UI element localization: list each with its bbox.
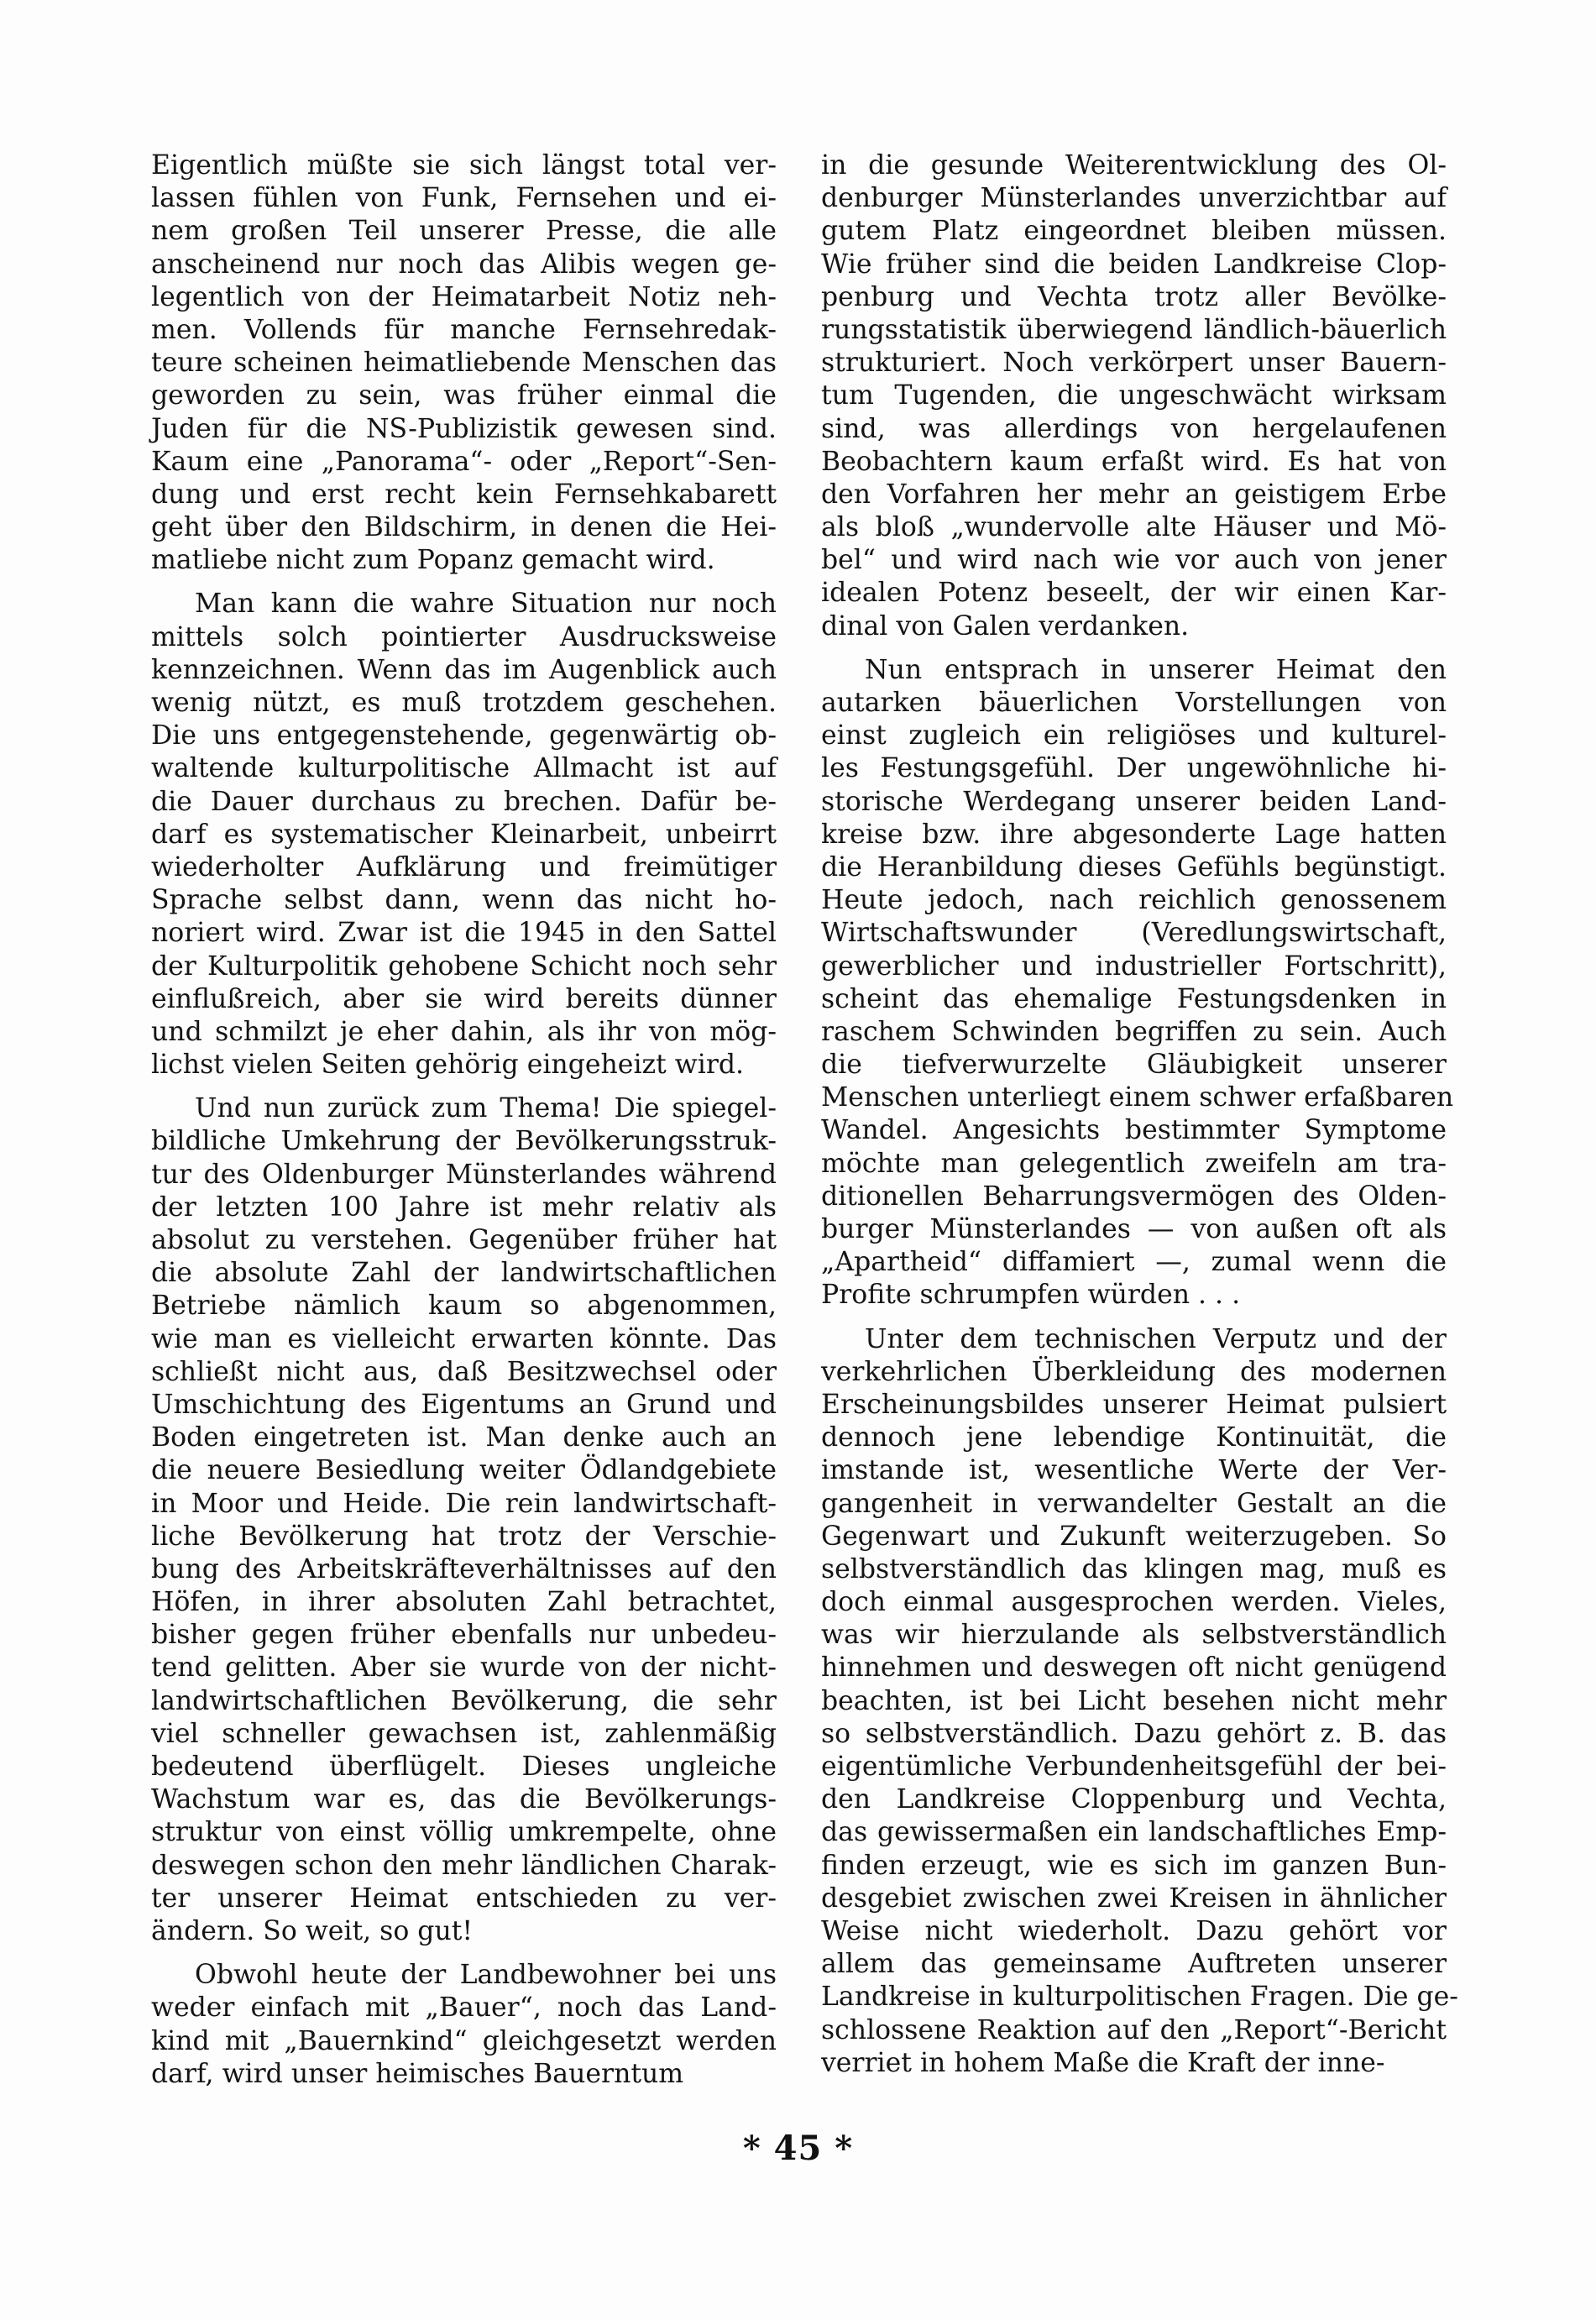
text-line: sind, was allerdings von hergelaufenen [821,413,1447,444]
text-line: schlossene Reaktion auf den „Report“-Bericht [821,2014,1447,2045]
text-line: geworden zu sein, was früher einmal die [151,380,777,411]
text-line: die Heranbildung dieses Gefühls begünstigt. [821,851,1447,882]
text-line: dung und erst recht kein Fernsehkabarett [151,479,777,510]
text-line: ditionellen Beharrungsvermögen des Olden- [821,1181,1447,1212]
text-line: gewerblicher und industrieller Fortschritt), [821,951,1447,982]
text-line: Gegenwart und Zukunft weiterzugeben. So [821,1521,1447,1552]
text-line: Erscheinungsbildes unserer Heimat pulsiert [821,1389,1447,1420]
text-line: deswegen schon den mehr ländlichen Charak- [151,1850,777,1881]
text-line: nem großen Teil unserer Presse, die alle [151,216,777,247]
text-line: den Vorfahren her mehr an geistigem Erbe [821,479,1447,510]
text-line: einst zugleich ein religiöses und kulturel- [821,720,1447,752]
text-line: gangenheit in verwandelter Gestalt an die [821,1488,1447,1519]
text-line: darf es systematischer Kleinarbeit, unbeirrt [151,819,777,850]
text-line: bel“ und wird nach wie vor auch von jener [821,545,1447,576]
text-line: Betriebe nämlich kaum so abgenommen, [151,1291,777,1322]
text-line: der letzten 100 Jahre ist mehr relativ als [151,1191,777,1223]
text-line: so selbstverständlich. Dazu gehört z. B. das [821,1718,1447,1749]
text-line: tend gelitten. Aber sie wurde von der nicht- [151,1652,777,1684]
text-line: teure scheinen heimatliebende Menschen das [151,348,777,379]
text-line: imstande ist, wesentliche Werte der Ver- [821,1455,1447,1486]
text-line: Unter dem technischen Verputz und der [865,1323,1447,1354]
text-line: storische Werdegang unserer beiden Land- [821,786,1447,817]
text-line: Heute jedoch, nach reichlich genossenem [821,885,1447,916]
text-line: die tiefverwurzelte Gläubigkeit unserer [821,1050,1447,1081]
text-line: Wandel. Angesichts bestimmter Symptome [821,1115,1447,1146]
text-line: eigentümliche Verbundenheitsgefühl der bei- [821,1752,1447,1782]
text-line: ter unserer Heimat entschieden zu ver- [151,1883,777,1914]
text-line: möchte man gelegentlich zweifeln am tra- [821,1148,1447,1179]
text-line: finden erzeugt, wie es sich im ganzen Bun- [821,1850,1447,1881]
text-line: matliebe nicht zum Popanz gemacht wird. [151,545,715,576]
left-text-column [151,149,777,2091]
text-line: Juden für die NS-Publizistik gewesen sind. [151,413,777,444]
text-line: lichst vielen Seiten gehörig eingeheizt wird. [151,1050,745,1081]
text-line: Und nun zurück zum Thema! Die spiegel- [195,1093,777,1124]
text-line: tur des Oldenburger Münsterlandes während [151,1159,777,1190]
text-line: ändern. So weit, so gut! [151,1915,474,1946]
page-number: * 45 * [742,2129,854,2168]
text-line: die Dauer durchaus zu brechen. Dafür be- [151,786,777,817]
text-line: men. Vollends für manche Fernsehredak- [151,314,777,345]
text-line: penburg und Vechta trotz aller Bevölke- [821,281,1447,312]
text-line: waltende kulturpolitische Allmacht ist auf [151,753,777,784]
text-line: liche Bevölkerung hat trotz der Verschie- [151,1521,777,1552]
text-line: Landkreise in kulturpolitischen Fragen. Die ge- [821,1982,1458,2013]
paragraph-gap [151,1948,777,1959]
text-line: darf, wird unser heimisches Bauerntum [151,2058,684,2089]
text-line: Eigentlich müßte sie sich längst total ver- [151,150,777,181]
text-line: kind mit „Bauernkind“ gleichgesetzt werden [151,2025,777,2056]
text-line: les Festungsgefühl. Der ungewöhnliche hi- [821,753,1447,784]
text-line: legentlich von der Heimatarbeit Notiz neh- [151,281,777,312]
text-line: Obwohl heute der Landbewohner bei uns [195,1960,777,1991]
text-line: raschem Schwinden begriffen zu sein. Auch [821,1016,1447,1047]
text-line: die absolute Zahl der landwirtschaftlichen [151,1258,777,1289]
text-line: wenig nützt, es muß trotzdem geschehen. [151,688,777,718]
text-line: kreise bzw. ihre abgesonderte Lage hatten [821,819,1447,850]
text-line: bildliche Umkehrung der Bevölkerungsstruk- [151,1126,777,1157]
text-line: Weise nicht wiederholt. Dazu gehört vor [821,1915,1447,1946]
text-line: beachten, ist bei Licht besehen nicht mehr [821,1685,1447,1716]
text-line: was wir hierzulande als selbstverständlich [821,1620,1447,1651]
text-line: Wie früher sind die beiden Landkreise Clop- [821,249,1447,280]
text-line: autarken bäuerlichen Vorstellungen von [821,688,1447,718]
text-line: absolut zu verstehen. Gegenüber früher hat [151,1225,777,1255]
text-line: geht über den Bildschirm, in denen die Hei- [151,512,777,543]
text-line: weder einfach mit „Bauer“, noch das Land- [151,1993,777,2024]
text-line: bisher gegen früher ebenfalls nur unbedeu- [151,1620,777,1651]
text-line: „Apartheid“ diffamiert —, zumal wenn die [821,1247,1447,1278]
paragraph-gap [151,1081,777,1092]
text-line: wie man es vielleicht erwarten könnte. Das [151,1323,777,1354]
text-line: tum Tugenden, die ungeschwächt wirksam [821,380,1447,411]
text-line: schließt nicht aus, daß Besitzwechsel oder [151,1356,777,1387]
text-line: hinnehmen und deswegen oft nicht genügend [821,1652,1447,1684]
text-line: burger Münsterlandes — von außen oft als [821,1214,1447,1244]
text-line: die neuere Besiedlung weiter Ödlandgebiete [151,1455,777,1486]
text-line: Höfen, in ihrer absoluten Zahl betrachtet, [151,1587,777,1618]
text-line: verriet in hohem Maße die Kraft der inne- [821,2047,1385,2078]
text-line: scheint das ehemalige Festungsdenken in [821,983,1447,1014]
text-line: Die uns entgegenstehende, gegenwärtig ob- [151,720,777,752]
text-line: und schmilzt je eher dahin, als ihr von mög- [151,1016,777,1047]
text-line: viel schneller gewachsen ist, zahlenmäßig [151,1718,777,1749]
text-line: in die gesunde Weiterentwicklung des Ol- [821,150,1447,181]
text-line: Wirtschaftswunder (Veredlungswirtschaft, [821,918,1447,949]
text-line: der Kulturpolitik gehobene Schicht noch sehr [151,951,777,982]
paragraph-gap [821,1312,1447,1323]
text-line: doch einmal ausgesprochen werden. Vieles, [821,1587,1447,1618]
text-line: rungsstatistik überwiegend ländlich-bäuerlich [821,314,1447,345]
text-line: Sprache selbst dann, wenn das nicht ho- [151,885,777,916]
text-line: bedeutend überflügelt. Dieses ungleiche [151,1752,777,1782]
text-line: Profite schrumpfen würden . . . [821,1280,1241,1311]
right-text-column [821,149,1458,2080]
text-line: als bloß „wundervolle alte Häuser und Mö- [821,512,1447,543]
text-line: Nun entsprach in unserer Heimat den [865,654,1447,685]
paragraph-gap [151,577,777,588]
text-line: Umschichtung des Eigentums an Grund und [151,1389,777,1420]
text-line: bung des Arbeitskräfteverhältnisses auf den [151,1553,777,1584]
text-line: Wachstum war es, das die Bevölkerungs- [151,1784,777,1815]
text-line: selbstverständlich das klingen mag, muß es [821,1553,1447,1584]
text-line: Menschen unterliegt einem schwer erfaßbaren [821,1082,1454,1113]
paragraph-gap [821,643,1447,654]
text-line: gutem Platz eingeordnet bleiben müssen. [821,216,1447,247]
text-line: Beobachtern kaum erfaßt wird. Es hat von [821,446,1447,477]
text-line: das gewissermaßen ein landschaftliches Emp- [821,1817,1447,1848]
text-line: noriert wird. Zwar ist die 1945 in den Sattel [151,918,777,949]
text-line: lassen fühlen von Funk, Fernsehen und ei- [151,183,777,214]
text-line: Kaum eine „Panorama“- oder „Report“-Sen- [151,446,777,477]
text-line: struktur von einst völlig umkrempelte, ohne [151,1817,777,1848]
text-line: landwirtschaftlichen Bevölkerung, die sehr [151,1685,777,1716]
text-line: desgebiet zwischen zwei Kreisen in ähnlicher [821,1883,1447,1914]
text-line: anscheinend nur noch das Alibis wegen ge- [151,249,777,280]
text-line: den Landkreise Cloppenburg und Vechta, [821,1784,1447,1815]
text-line: verkehrlichen Überkleidung des modernen [821,1356,1447,1387]
text-line: Boden eingetreten ist. Man denke auch an [151,1422,777,1453]
text-line: wiederholter Aufklärung und freimütiger [151,851,777,882]
text-line: einflußreich, aber sie wird bereits dünner [151,983,777,1014]
text-line: kennzeichnen. Wenn das im Augenblick auch [151,654,777,685]
text-line: mittels solch pointierter Ausdrucksweise [151,621,777,652]
text-line: dinal von Galen verdanken. [821,610,1190,642]
text-line: in Moor und Heide. Die rein landwirtschaft- [151,1488,777,1519]
text-line: allem das gemeinsame Auftreten unserer [821,1949,1447,1980]
text-line: idealen Potenz beseelt, der wir einen Kar- [821,578,1447,609]
text-line: Man kann die wahre Situation nur noch [195,589,777,620]
text-line: denburger Münsterlandes unverzichtbar auf [821,183,1447,214]
text-line: strukturiert. Noch verkörpert unser Bauern- [821,348,1447,379]
text-line: dennoch jene lebendige Kontinuität, die [821,1422,1447,1453]
